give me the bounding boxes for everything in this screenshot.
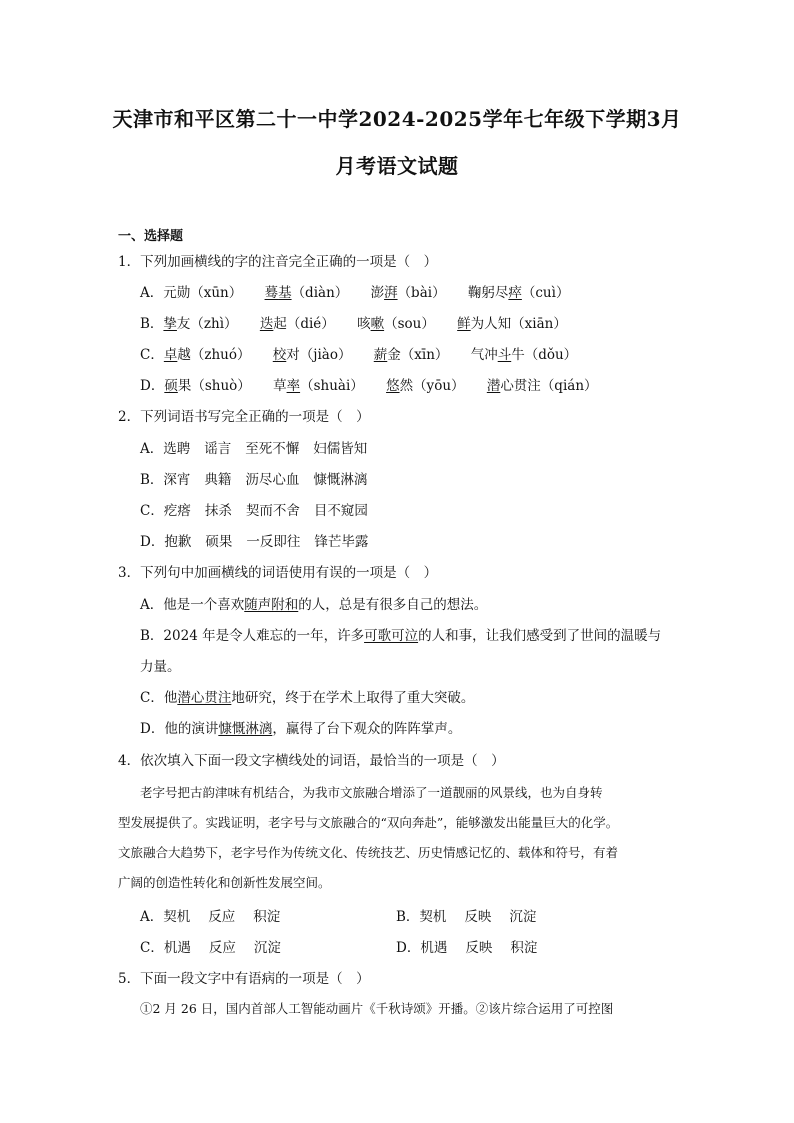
q4-option-c: C．机遇 反应 沉淀 (140, 940, 281, 956)
q2-option-b: B．深宵 典籍 沥尽心血 慷慨淋漓 (140, 472, 368, 488)
q5-stem: 5．下面一段文字中有语病的一项是（ ） (118, 971, 370, 987)
q3-option-a: A．他是一个喜欢随声附和的人，总是有很多自己的想法。 (140, 597, 488, 613)
q3-stem: 3．下列句中加画横线的词语使用有误的一项是（ ） (118, 565, 438, 581)
q4-option-d: D．机遇 反映 积淀 (396, 940, 538, 956)
q3-option-c: C．他潜心贯注地研究，终于在学术上取得了重大突破。 (140, 690, 475, 706)
q4-stem: 4．依次填入下面一段文字横线处的词语，最恰当的一项是（ ） (118, 753, 505, 769)
q2-option-d: D．抱歉 硕果 一反即往 锋芒毕露 (140, 534, 369, 550)
q1-option-d: D．硕果（shuò） 草率（shuài） 悠然（yōu） 潜心贯注（qián） (140, 378, 598, 394)
q4-passage-line3: 文旅融合大趋势下，老字号作为传统文化、传统技艺、历史情感记忆的、载体和符号，有着 (118, 845, 619, 860)
q4-passage-line1: 老字号把古韵津味有机结合，为我市文旅融合增添了一道靓丽的风景线，也为自身转 (140, 785, 603, 800)
q3-option-d: D．他的演讲慷慨淋漓，赢得了台下观众的阵阵掌声。 (140, 721, 462, 737)
q3-option-b: B．2024 年是令人难忘的一年，许多可歌可泣的人和事，让我们感受到了世间的温暖与 (140, 628, 662, 644)
q4-option-b: B．契机 反映 沉淀 (396, 909, 537, 925)
q4-option-a: A．契机 反应 积淀 (140, 909, 281, 925)
section-heading: 一、选择题 (118, 229, 184, 244)
q1-option-b: B．挚友（zhì） 迭起（dié） 咳嗽（sou） 鲜为人知（xiān） (140, 316, 567, 332)
q5-passage-line1: ①2 月 26 日，国内首部人工智能动画片《千秋诗颂》开播。②该片综合运用了可控图 (140, 1001, 614, 1016)
q1-option-c: C．卓越（zhuó） 校对（jiào） 薪金（xīn） 气冲斗牛（dǒu） (140, 347, 578, 363)
q3-option-b-cont: 力量。 (140, 659, 181, 675)
doc-title-line2: 月考语文试题 (335, 154, 459, 178)
q1-stem: 1．下列加画横线的字的注音完全正确的一项是（ ） (118, 254, 438, 270)
q2-stem: 2．下列词语书写完全正确的一项是（ ） (118, 409, 370, 425)
q4-passage-line4: 广阔的创造性转化和创新性发展空间。 (118, 875, 331, 890)
q2-option-a: A．选聘 谣言 至死不懈 妇儒皆知 (140, 441, 368, 457)
q1-option-a: A．元勋（xūn） 蓦基（diàn） 澎湃（bài） 鞠躬尽瘁（cuì） (140, 285, 570, 301)
q4-passage-line2: 型发展提供了。实践证明，老字号与文旅融合的“双向奔赴”，能够激发出能量巨大的化学。 (118, 815, 619, 830)
q2-option-c: C．疙瘩 抹杀 契而不舍 目不窥园 (140, 503, 368, 519)
doc-title-line1: 天津市和平区第二十一中学2024-2025学年七年级下学期3月 (112, 107, 682, 131)
